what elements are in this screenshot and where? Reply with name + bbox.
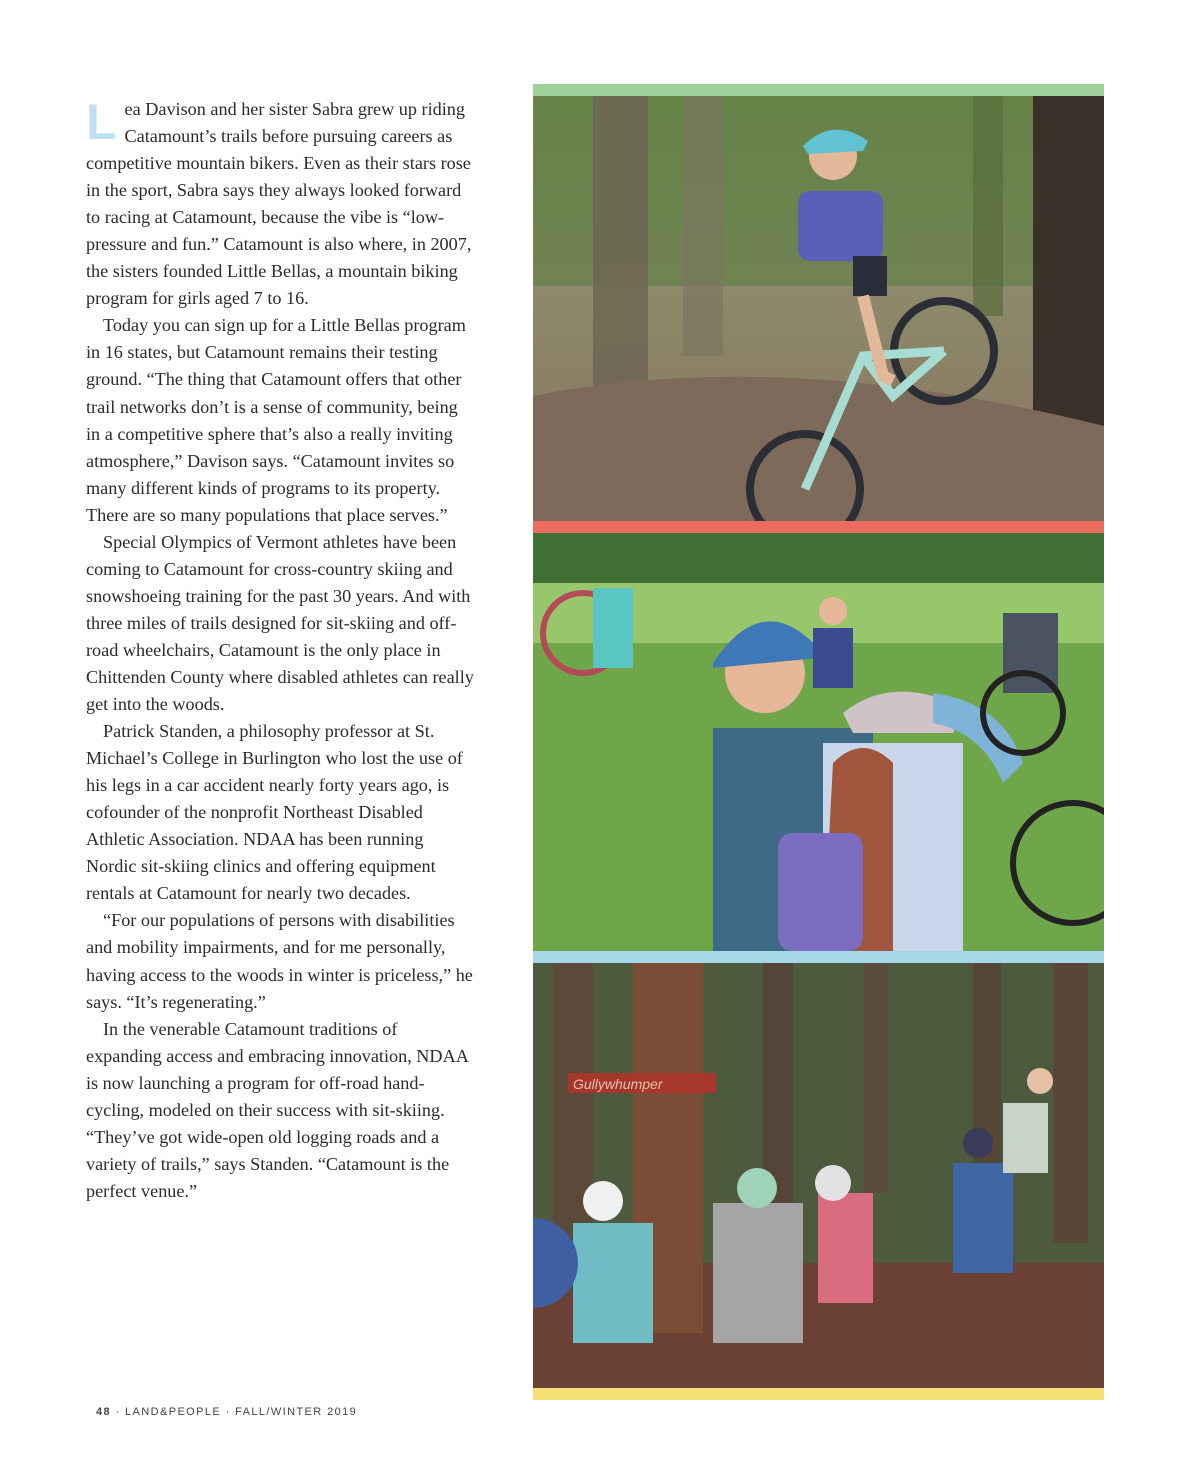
photo-2-color-bar: [533, 521, 1104, 533]
paragraph-4: Patrick Standen, a philosophy professor at St. Michael’s College in Burlington who lost the use of his legs in a car accident nearly forty years ago, is cofounder of the nonprofit Northeast Disabled Athletic Association. NDAA has been running Nordic sit-skiing clinics and offering equipment rentals at Catamount for nearly two decades.: [86, 721, 463, 904]
trail-sign-text: Gullywhumper: [573, 1076, 663, 1092]
photo-girls-adjusting-helmet: [533, 533, 1104, 951]
paragraph-1-text: ea Davison and her sister Sabra grew up riding Catamount’s trails before pursuing careers as competitive mountain bikers. Even as their stars rose in the sport, Sabra says they always looked forward to racing at Catamount, because the vibe is “low-pressure and fun.” Catamount is also where, in 2007, the sisters founded Little Bellas, a mountain biking program for girls aged 7 to 16.: [86, 99, 472, 309]
photo-1-color-bar: [533, 84, 1104, 96]
publication-line: · LAND&PEOPLE · FALL/WINTER 2019: [111, 1406, 358, 1418]
bottom-color-bar: [533, 1388, 1104, 1400]
article-body: [86, 96, 476, 1205]
drop-cap: L: [86, 94, 117, 150]
page-number: 48: [96, 1406, 112, 1418]
photo-3-color-bar: [533, 951, 1104, 963]
photo-3-illustration: [533, 963, 1104, 1388]
paragraph-2: Today you can sign up for a Little Bellas program in 16 states, but Catamount remains their testing ground. “The thing that Catamount offers that other trail networks don’t is a sense of community, being in a competitive sphere that’s also a really inviting atmosphere,” Davison says. “Catamount invites so many different kinds of programs to its property. There are so many populations that place serves.”: [86, 315, 466, 525]
photo-group-in-forest: [533, 963, 1104, 1388]
photo-2-illustration: [533, 533, 1104, 951]
photo-girl-riding-bike: [533, 96, 1104, 521]
paragraph-5: “For our populations of persons with disabilities and mobility impairments, and for me personally, having access to the woods in winter is priceless,” he says. “It’s regenerating.”: [86, 910, 473, 1012]
photo-column: [533, 84, 1104, 1400]
paragraph-3: Special Olympics of Vermont athletes have been coming to Catamount for cross-country skiing and snowshoeing training for the past 30 years. And with three miles of trails designed for sit-skiing and off-road wheelchairs, Catamount is the only place in Chittenden County where disabled athletes can really get into the woods.: [86, 531, 474, 715]
photo-1-illustration: [533, 96, 1104, 521]
page-footer: [96, 1406, 357, 1418]
paragraph-1: [86, 96, 476, 312]
paragraph-6: In the venerable Catamount traditions of expanding access and embracing innovation, NDAA is now launching a program for off-road hand-cycling, modeled on their success with sit-skiing. “They’ve got wide-open old logging roads and a variety of trails,” says Standen. “Catamount is the perfect venue.”: [86, 1018, 468, 1201]
